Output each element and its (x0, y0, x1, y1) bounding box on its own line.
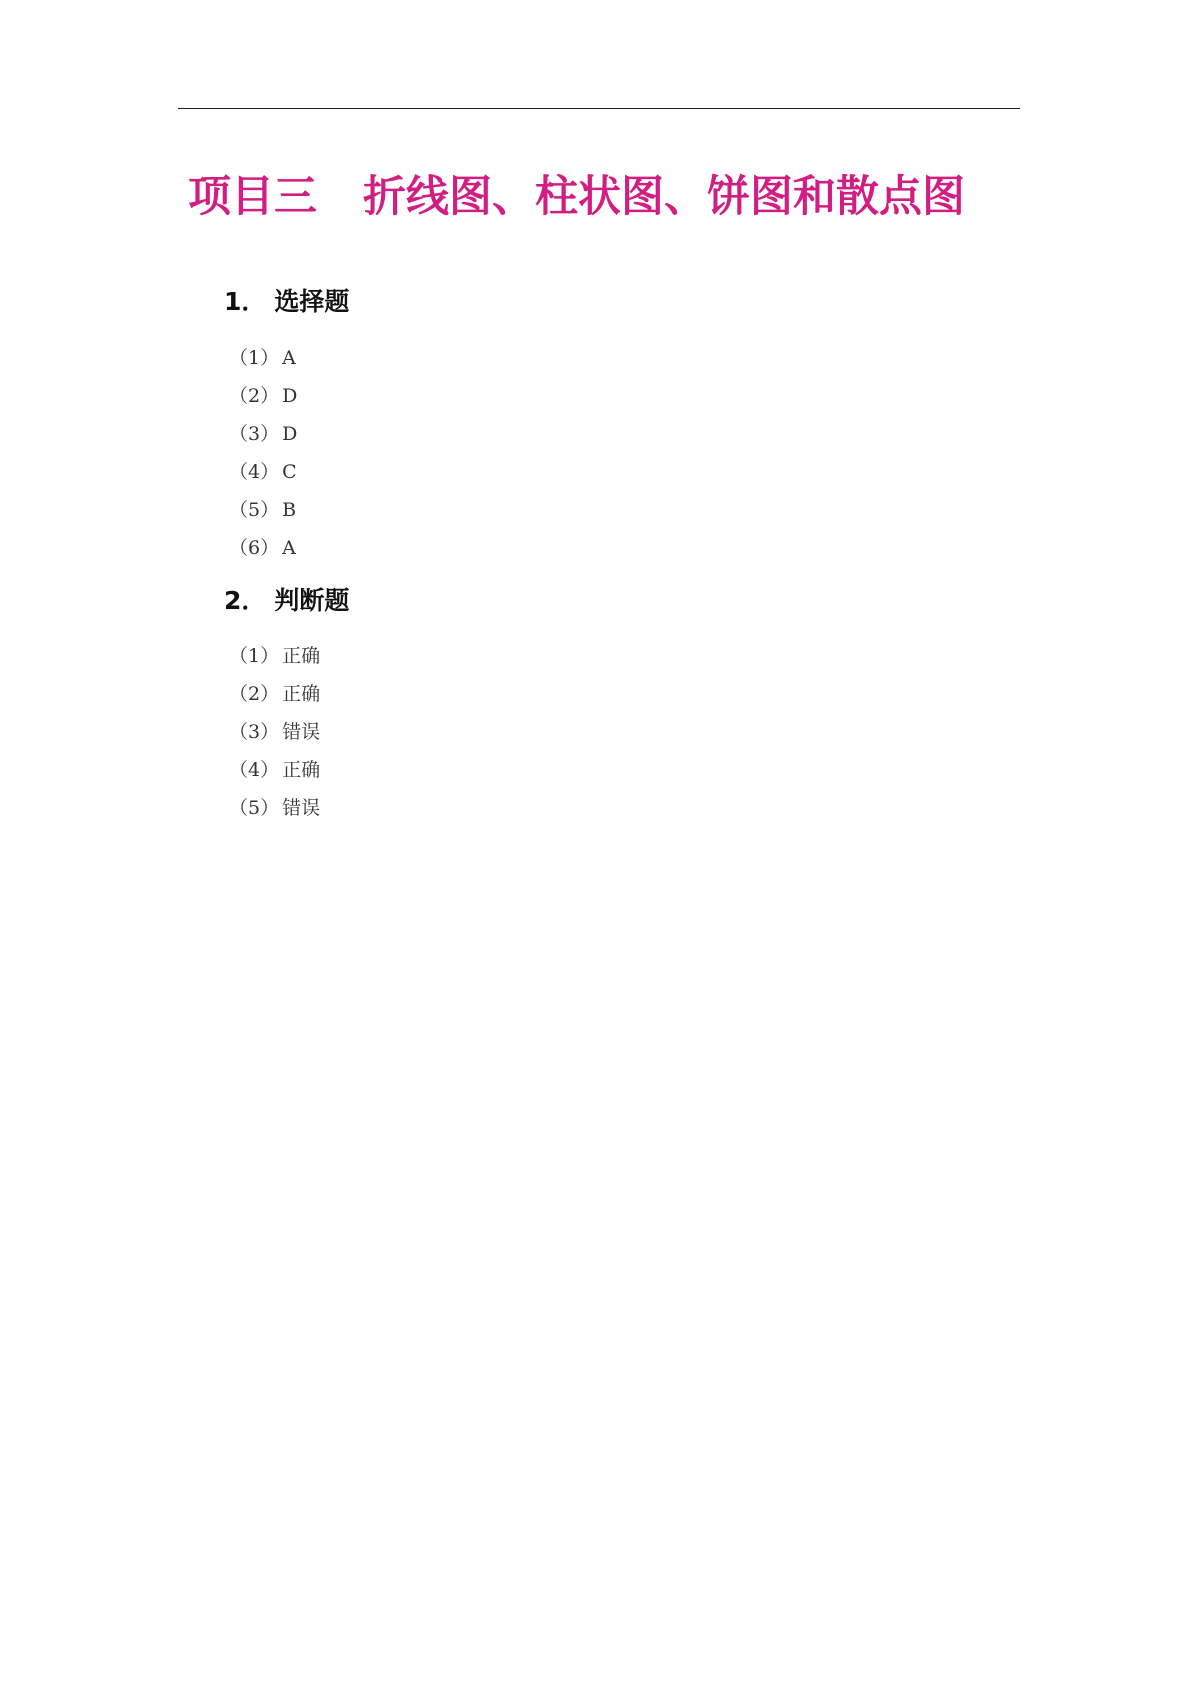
header-rule (178, 108, 1020, 109)
item-answer: 正确 (282, 759, 321, 781)
item-answer: A (282, 537, 296, 559)
item-answer: A (282, 347, 296, 369)
list-item (229, 491, 297, 529)
item-index: （6） (229, 537, 280, 559)
list-item (229, 377, 297, 415)
section-number: 2． (224, 586, 267, 615)
list-item (229, 675, 320, 713)
item-answer: 错误 (282, 797, 321, 819)
section-heading-truefalse (224, 583, 349, 619)
item-index: （5） (229, 499, 280, 521)
item-index: （3） (229, 721, 280, 743)
title-text: 折线图、柱状图、饼图和散点图 (363, 172, 965, 222)
item-answer: 错误 (282, 721, 321, 743)
item-index: （4） (229, 759, 280, 781)
section-title: 判断题 (274, 586, 350, 615)
truefalse-answer-list (229, 637, 320, 827)
item-answer: D (282, 385, 298, 407)
choice-answer-list (229, 339, 297, 567)
item-index: （2） (229, 385, 280, 407)
section-title: 选择题 (274, 287, 350, 316)
list-item (229, 637, 320, 675)
list-item (229, 751, 320, 789)
item-answer: 正确 (282, 645, 321, 667)
item-index: （2） (229, 683, 280, 705)
section-number: 1． (224, 287, 267, 316)
item-index: （3） (229, 423, 280, 445)
list-item (229, 789, 320, 827)
list-item (229, 339, 297, 377)
list-item (229, 529, 297, 567)
item-index: （1） (229, 645, 280, 667)
item-index: （4） (229, 461, 280, 483)
item-index: （5） (229, 797, 280, 819)
project-label: 项目三 (188, 172, 317, 222)
item-answer: C (282, 461, 297, 483)
item-answer: D (282, 423, 298, 445)
list-item (229, 713, 320, 751)
item-index: （1） (229, 347, 280, 369)
item-answer: B (282, 499, 297, 521)
item-answer: 正确 (282, 683, 321, 705)
page-title (188, 164, 965, 230)
list-item (229, 453, 297, 491)
section-heading-choice (224, 284, 349, 320)
list-item (229, 415, 297, 453)
